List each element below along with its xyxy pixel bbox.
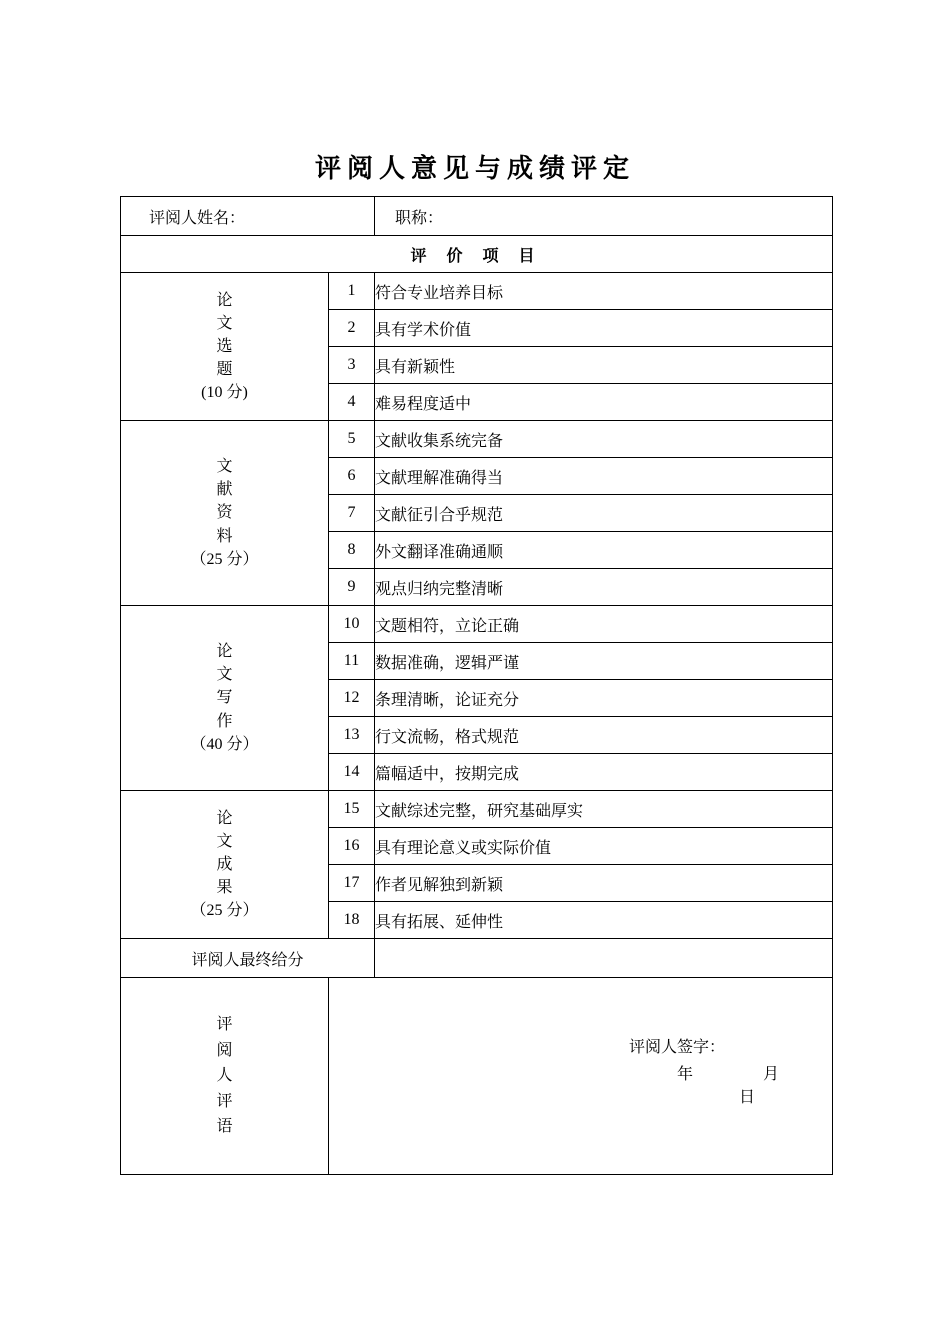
- item-number: 11: [329, 643, 375, 680]
- item-text: 篇幅适中，按期完成: [375, 754, 833, 791]
- group-char: 资: [216, 504, 233, 522]
- item-number: 6: [329, 458, 375, 495]
- table-row: [121, 791, 833, 828]
- item-number: 1: [329, 273, 375, 310]
- comment-label-char: 人: [216, 1067, 233, 1085]
- final-score-value[interactable]: [375, 939, 833, 978]
- date-month: 月: [763, 1065, 782, 1083]
- group-char: 写: [216, 689, 233, 707]
- group-label-topic: [121, 273, 329, 421]
- section-header: 评 价 项 目: [121, 236, 833, 273]
- group-char: 料: [216, 527, 233, 545]
- reviewer-title-cell[interactable]: [375, 197, 833, 236]
- item-text: 观点归纳完整清晰: [375, 569, 833, 606]
- item-number: 10: [329, 606, 375, 643]
- item-text: 数据准确，逻辑严谨: [375, 643, 833, 680]
- final-score-label: 评阅人最终给分: [121, 939, 375, 978]
- reviewer-title-label: 职称：: [395, 209, 444, 227]
- item-text: 符合专业培养目标: [375, 273, 833, 310]
- group-char: 献: [216, 481, 233, 499]
- item-text: 文献理解准确得当: [375, 458, 833, 495]
- group-char: 题: [216, 361, 233, 379]
- group-char: 论: [216, 291, 233, 309]
- item-text: 文题相符，立论正确: [375, 606, 833, 643]
- item-number: 9: [329, 569, 375, 606]
- item-text: 外文翻译准确通顺: [375, 532, 833, 569]
- group-char: 选: [216, 337, 233, 355]
- item-text: 具有理论意义或实际价值: [375, 828, 833, 865]
- date-line: [329, 1061, 832, 1107]
- group-score: （25 分）: [190, 550, 259, 568]
- signature-block: [329, 1034, 832, 1119]
- item-number: 2: [329, 310, 375, 347]
- final-score-row: [121, 939, 833, 978]
- section-header-row: [121, 236, 833, 273]
- group-char: 文: [216, 832, 233, 850]
- group-score: （40 分）: [190, 735, 259, 753]
- item-number: 16: [329, 828, 375, 865]
- comment-label-char: 评: [216, 1092, 233, 1110]
- item-number: 17: [329, 865, 375, 902]
- item-text: 作者见解独到新颖: [375, 865, 833, 902]
- group-char: 文: [216, 458, 233, 476]
- item-number: 13: [329, 717, 375, 754]
- item-text: 行文流畅，格式规范: [375, 717, 833, 754]
- group-score: (10 分): [201, 384, 248, 402]
- item-number: 12: [329, 680, 375, 717]
- item-text: 文献收集系统完备: [375, 421, 833, 458]
- group-char: 论: [216, 809, 233, 827]
- signature-label: 评阅人签字：: [629, 1038, 726, 1056]
- item-text: 难易程度适中: [375, 384, 833, 421]
- item-number: 18: [329, 902, 375, 939]
- item-text: 具有新颖性: [375, 347, 833, 384]
- comment-label-char: 语: [216, 1118, 233, 1136]
- group-label-literature: [121, 421, 329, 606]
- group-char: 果: [216, 879, 233, 897]
- item-number: 5: [329, 421, 375, 458]
- comment-textarea[interactable]: [329, 978, 833, 1175]
- item-number: 8: [329, 532, 375, 569]
- group-char: 作: [216, 712, 233, 730]
- date-year: 年: [677, 1065, 696, 1083]
- table-row: [121, 421, 833, 458]
- comment-label-char: 评: [216, 1016, 233, 1034]
- review-form-table: [120, 196, 833, 1175]
- item-number: 4: [329, 384, 375, 421]
- comment-row: [121, 978, 833, 1175]
- item-text: 文献综述完整，研究基础厚实: [375, 791, 833, 828]
- page-title: 评阅人意见与成绩评定: [314, 154, 635, 183]
- group-label-results: [121, 791, 329, 939]
- item-number: 3: [329, 347, 375, 384]
- item-text: 具有学术价值: [375, 310, 833, 347]
- header-row: [121, 197, 833, 236]
- reviewer-name-label: 评阅人姓名：: [149, 209, 246, 227]
- comment-label: [121, 978, 329, 1175]
- group-char: 成: [216, 855, 233, 873]
- item-text: 条理清晰，论证充分: [375, 680, 833, 717]
- group-char: 文: [216, 314, 233, 332]
- item-number: 7: [329, 495, 375, 532]
- group-score: （25 分）: [190, 902, 259, 920]
- table-row: [121, 606, 833, 643]
- item-text: 具有拓展、延伸性: [375, 902, 833, 939]
- comment-label-char: 阅: [216, 1041, 233, 1059]
- reviewer-name-cell[interactable]: [121, 197, 375, 236]
- item-text: 文献征引合乎规范: [375, 495, 833, 532]
- item-number: 15: [329, 791, 375, 828]
- group-label-writing: [121, 606, 329, 791]
- group-char: 文: [216, 666, 233, 684]
- table-row: [121, 273, 833, 310]
- group-char: 论: [216, 643, 233, 661]
- item-number: 14: [329, 754, 375, 791]
- date-day: 日: [739, 1088, 758, 1106]
